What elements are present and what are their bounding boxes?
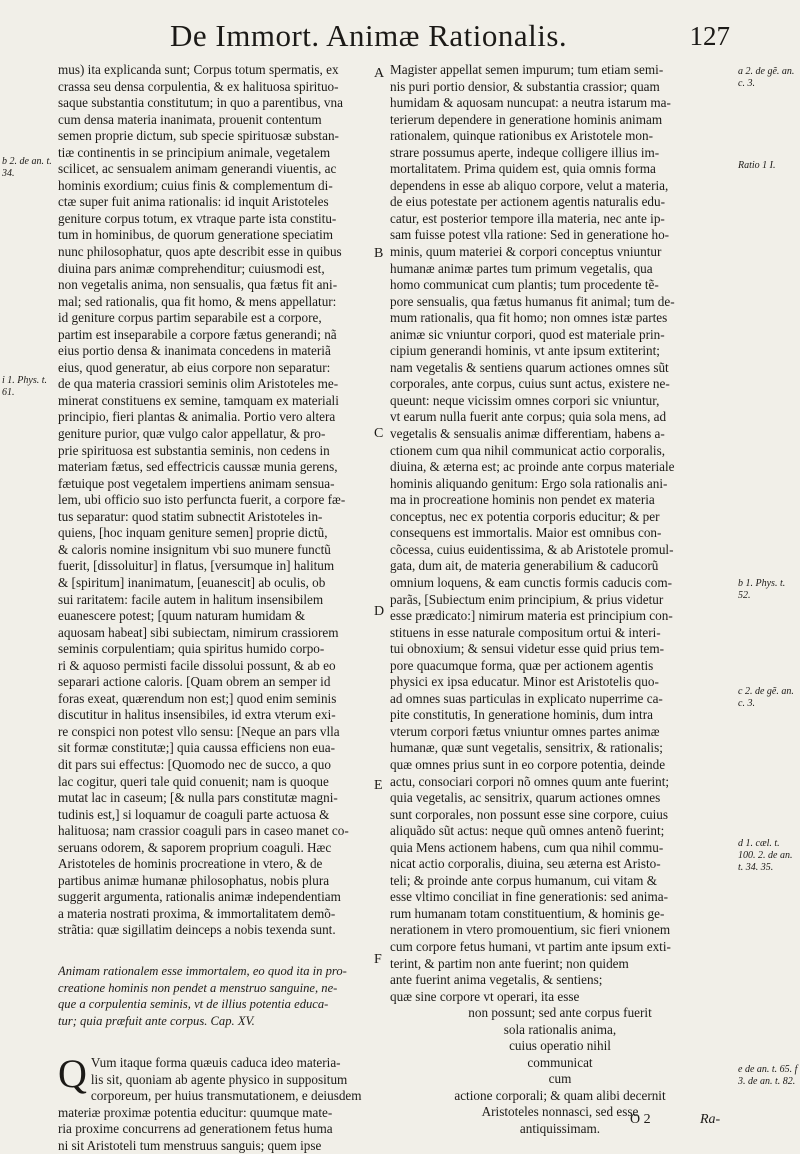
text-line: mortalitatem. Prima quidem est, quia omnis forma xyxy=(390,161,656,177)
section-letter: B xyxy=(374,246,384,261)
text-line: saque substantia constitutum; in quo a parentibus, vna xyxy=(58,95,343,111)
text-line: ante fuerint anima vegetalis, & sentiens; xyxy=(390,972,603,988)
section-letter: D xyxy=(374,604,385,619)
text-line: vegetalis & sensualis animæ differentiam, habens a- xyxy=(390,426,665,442)
text-line: quia Mens actionem habens, cum qua nihil commu- xyxy=(390,839,664,855)
text-line: mal; sed rationalis, qua fit homo, & mens appellatur: xyxy=(58,293,337,309)
margin-note: b 2. de an. t. 34. xyxy=(2,156,52,179)
text-line: cum corpore fetus humani, vt partim ante ipsum exti- xyxy=(390,938,671,954)
text-line: cõcessa, cuius euidentissima, & ab Aristotele promul- xyxy=(390,541,674,557)
text-line: catur, est posterior tempore illa materia, nec ante ip- xyxy=(390,210,665,226)
text-line: halituosa; nam crassior coaguli pars in caseo manet co- xyxy=(58,823,349,839)
text-line: cum xyxy=(548,1071,572,1087)
text-line: stituens in esse naturale compositum ortui & interi- xyxy=(390,624,661,640)
text-line: euanescere potest; [quum naturam humidam & xyxy=(58,608,306,624)
text-line: de qua materia crassiori seminis olim Aristoteles me- xyxy=(58,376,339,392)
text-line: humidam & aquosam nuncupat: a neutra istarum ma- xyxy=(390,95,671,111)
text-line: pite constitutis, In generatione hominis, dum intra xyxy=(390,707,653,723)
running-title: De Immort. Animæ Rationalis. xyxy=(170,18,568,53)
text-line: ctæ super fuit anima rationalis: id inquit Aristoteles xyxy=(58,194,329,210)
text-line: non possunt; sed ante corpus fuerit xyxy=(468,1005,652,1021)
text-line: humanæ, quæ sunt vegetalis, sensitrix, & rationalis; xyxy=(390,740,663,756)
text-line: & caloris nomine insignitum vbi suo munere functũ xyxy=(58,541,331,557)
drop-cap: Q xyxy=(58,1051,87,1097)
text-line: vt earum nulla fuerit ante corpus; quia sola mens, ad xyxy=(390,409,667,425)
text-line: principio, fieri plantas & animalia. Portio vero altera xyxy=(58,409,336,425)
section-letter: E xyxy=(374,778,383,793)
text-line: actu, consociari corpori nõ omnes quum ante fuerint; xyxy=(390,773,670,789)
signature-mark: O 2 xyxy=(630,1112,651,1127)
text-line: quæ sine corpore vt operari, ita esse xyxy=(390,988,580,1004)
text-line: cuius operatio nihil xyxy=(509,1038,611,1054)
text-line: lem, ubi officio suo isto perfuncta fuerit, a corpore fæ- xyxy=(58,492,346,508)
text-line: gata, dum ait, de materia generabilium & caducorũ xyxy=(390,558,659,574)
text-line: rum humanam totam constituentium, & hominis ge- xyxy=(390,905,665,921)
text-line: quæ omnes prius sunt in eo corpore potentia, deinde xyxy=(390,756,666,772)
text-line: quiens, [hoc inquam geniture semen] proprie dictũ, xyxy=(58,525,328,541)
text-line: mum rationalis, qua fit homo; non omnes istæ partes xyxy=(390,310,668,326)
text-line: pore sensualis, qua fætus humanus fit animal; tum de- xyxy=(390,293,675,309)
margin-note: e de an. t. 65. f 3. de an. t. 82. xyxy=(738,1064,798,1087)
text-line: ri & aquoso permisti facile dissolui possunt, & ab eo xyxy=(58,657,336,673)
text-line: terint, & partim non ante fuerint; non quidem xyxy=(390,955,629,971)
text-line: seminis corpulentiam; quia spiritus humido corpo- xyxy=(58,641,325,657)
text-line: nicat actio corporalis, diuina, seu æterna est Aristo- xyxy=(390,856,661,872)
text-line: Aristoteles de hominis procreatione in vtero, & de xyxy=(58,856,323,872)
margin-note: i 1. Phys. t. 61. xyxy=(2,375,47,398)
text-line: discutitur in halitus insensibiles, id extra vterum exi- xyxy=(58,707,336,723)
section-letter: A xyxy=(374,66,385,81)
text-line: dit pars sui effectus: [Quomodo nec de succo, a quo xyxy=(58,756,331,772)
text-line: aliquãdo sũt actus: neque quũ omnes antenõ fuerint; xyxy=(390,823,665,839)
text-line: fætuique post vegetalem impertiens animam sensua- xyxy=(58,475,335,491)
text-line: sam fuisse potest vlla ratione: Sed in generatione ho- xyxy=(390,227,670,243)
margin-note: Ratio 1 I. xyxy=(738,160,776,171)
text-line: scilicet, ac sensualem animam generandi viuentis, ac xyxy=(58,161,337,177)
margin-note: b 1. Phys. t. 52. xyxy=(738,578,786,601)
margin-note: a 2. de gẽ. an. c. 3. xyxy=(738,66,795,89)
text-line: esse prædicato:] nimirum materia est principium con- xyxy=(390,608,673,624)
text-line: sunt corporales, non possunt esse sine corpore, cuius xyxy=(390,806,668,822)
text-line: animæ sic vniuntur corpori, quod est materiale prin- xyxy=(390,326,665,342)
text-line: fuerit, [dissoluitur] in flatus, [versumque in] halitum xyxy=(58,558,335,574)
text-line: sola rationalis anima, xyxy=(503,1021,617,1037)
text-line: corporeum, per huius transmutationem, e deiusdem xyxy=(90,1088,362,1104)
text-line: tum in hominibus, de quorum generatione speciatim xyxy=(58,227,334,243)
text-line: non vegetalis anima, non sensualis, qua fætus fit ani- xyxy=(58,277,338,293)
text-line: quia vegetalis, ac sensitrix, quarum actiones omnes xyxy=(390,790,661,806)
text-line: sit formæ constitutæ;] quia caussa efficiens non eua- xyxy=(58,740,335,756)
text-line: nis puri portio densior, & substantia crassior; quam xyxy=(390,78,660,94)
text-line: humanæ animæ partes tum primum vegetalis, qua xyxy=(390,260,653,276)
summary-line: que a corpulentia seminis, vt de illius potentia educa- xyxy=(58,997,329,1012)
text-line: foras exeat, quærendum non est;] quod enim seminis xyxy=(58,690,337,706)
summary-line: Animam rationalem esse immortalem, eo quod ita in pro- xyxy=(58,963,347,978)
text-line: suggerit argumenta, rationalis animæ independentiam xyxy=(58,889,341,905)
chapter-summary xyxy=(58,963,376,1029)
text-line: mus) ita explicanda sunt; Corpus totum spermatis, ex xyxy=(58,62,339,77)
text-line: minerat constituens ex semine, tamquam ex materiali xyxy=(58,392,339,408)
text-line: ma in procreatione hominis non pendet ex materia xyxy=(390,492,655,508)
text-line: materiæ proximæ potentia educitur: quumque mate- xyxy=(58,1104,333,1120)
section-letters xyxy=(374,0,390,1143)
text-line: conceptus, nec ex potentia corporis educitur; & per xyxy=(390,508,660,524)
text-line: eius, quod generatur, ab eius corpore non separatur: xyxy=(58,359,331,375)
text-line: mutat lac in caseum; [& nulla pars constitutæ magni- xyxy=(58,790,338,806)
text-line: parãs, [Subiectum enim principium, & prius videtur xyxy=(390,591,664,607)
text-line: lac cogitur, queri tale quid conuenit; nam is quoque xyxy=(58,773,329,789)
text-line: pore quacumque forma, quæ per actionem agentis xyxy=(390,657,654,673)
text-line: physici ex ipsa educatur. Minor est Aristotelis quo- xyxy=(390,674,659,690)
chapter-opening xyxy=(58,1051,376,1154)
text-line: omnium loquens, & eam cunctis formis caducis com- xyxy=(390,574,673,590)
text-line: Magister appellat semen impurum; tum etiam semi- xyxy=(390,62,664,77)
text-line: Aristoteles nonnasci, sed esse xyxy=(481,1104,639,1120)
text-line: terierum dependere in generatione hominis animam xyxy=(390,111,663,127)
text-line: nam vegetalis & sentiens quarum actiones omnes sũt xyxy=(390,359,669,375)
text-line: crassa seu densa corpulentia, & ex halituosa spirituo- xyxy=(58,78,339,94)
text-line: tui obnoxium; & sensui videtur esse quid prius tem- xyxy=(390,641,664,657)
text-line: partibus animæ humanæ philosophatus, nobis plura xyxy=(58,872,330,888)
text-line: queunt: neque vicissim omnes corpori sic vniuntur, xyxy=(390,392,660,408)
text-line: ad omnes suas particulas in explicato nuperrime ca- xyxy=(390,690,663,706)
text-line: diuina pars animæ comprehenditur; cuiusmodi est, xyxy=(58,260,325,276)
running-header xyxy=(170,16,730,56)
text-line: tudinis est,] si loquamur de coaguli parte actuosa & xyxy=(58,806,330,822)
text-line: a materia nostrati proxima, & immortalitatem demõ- xyxy=(58,905,336,921)
text-line: ni sit Aristoteli tum menstruus sanguis; quem ipse xyxy=(58,1137,322,1153)
text-line: & [spiritum] inanimatum, [euanescit] ab oculis, ob xyxy=(58,574,326,590)
text-line: strare possumus aperte, indeque colligere illius im- xyxy=(390,144,660,160)
text-line: tiæ continentis in se principium animale, vegetalem xyxy=(58,144,331,160)
section-letter: C xyxy=(374,426,384,441)
margin-note: d 1. cæl. t. 100. 2. de an. t. 34. 35. xyxy=(738,838,793,873)
text-line: separari actione caloris. [Quam obrem an semper id xyxy=(58,674,331,690)
text-line: prie spirituosa est substantia seminis, non cedens in xyxy=(58,442,330,458)
text-line: nerationem in vtero promouentium, sic fieri vnionem xyxy=(390,922,671,938)
text-line: aquosam habeat] sibi subiectam, nimirum crassiorem xyxy=(58,624,339,640)
right-body-text xyxy=(390,62,730,1005)
text-line: de eius potestate per actionem agentis naturalis edu- xyxy=(390,194,666,210)
text-line: corporales, ante corpus, cuius sunt actus, existere ne- xyxy=(390,376,670,392)
text-line: consequens est immortalis. Maior est omnibus con- xyxy=(390,525,662,541)
page-number: 127 xyxy=(689,21,730,51)
right-tail-text xyxy=(390,1005,730,1137)
text-line: strãtia: quæ sigillatim deinceps a nobis texenda sunt. xyxy=(58,922,336,938)
text-line: lis sit, quoniam ab agente physico in suppositum xyxy=(90,1071,348,1087)
text-line: antiquissimam. xyxy=(519,1121,601,1136)
text-line: seruans odorem, & saporem proprium coaguli. Hæc xyxy=(58,839,332,855)
section-letter: F xyxy=(374,952,382,967)
text-line: nunc philosophatur, quos apte describit esse in quibus xyxy=(58,244,342,260)
text-line: tus separatur: quod statim subnectit Aristoteles in- xyxy=(58,508,323,524)
text-line: minis, quum materiei & corpori conceptus vniuntur xyxy=(390,244,662,260)
catchword: Ra- xyxy=(700,1112,721,1127)
text-line: eius portio densa & inanimata concedens in materiã xyxy=(58,343,331,359)
text-line: geniture purior, quæ vulgo calor appellatur, & pro- xyxy=(58,426,326,442)
text-line: cum densa materia inanimata, prouenit contentum xyxy=(58,111,322,127)
left-column xyxy=(58,62,376,1154)
text-line: teli; & proinde ante corpus humanum, cui vitam & xyxy=(390,872,657,888)
text-line: geniture corpus totum, ex vtraque parte ista constitu- xyxy=(58,210,337,226)
text-line: materiam fætus, sed effectricis caussæ munia gerens, xyxy=(58,459,338,475)
text-line: hominis exordium; cuius finis & complementum di- xyxy=(58,177,333,193)
left-body-text xyxy=(58,62,376,939)
text-line: partim est inseparabile a corpore fætus generandi; nã xyxy=(58,326,337,342)
text-line: homo communicat cum plantis; tum procedente tẽ- xyxy=(390,277,659,293)
text-line: vterum corpori fætus vniuntur omnes partes animæ xyxy=(390,723,660,739)
text-line: diuina, & æterna est; ac proinde ante corpus materiale xyxy=(390,459,675,475)
text-line: ria proxime concurrens ad generationem fetus huma xyxy=(58,1121,333,1137)
text-line: hominis aliquando genitum: Ergo sola rationalis ani- xyxy=(390,475,668,491)
right-column xyxy=(390,62,730,1138)
text-line: rationalem, quinque rationibus ex Aristotele mon- xyxy=(390,128,653,144)
text-line: cipium generandi hominis, vt ante ipsum extiterint; xyxy=(390,343,660,359)
text-line: communicat xyxy=(527,1054,593,1070)
text-line: id geniture corpus partim separabile est a corpore, xyxy=(58,310,322,326)
text-line: semen proprie dictum, sub specie spirituosæ substan- xyxy=(58,128,339,144)
summary-line: creatione hominis non pendet a menstruo sanguine, ne- xyxy=(58,980,338,995)
text-line: actione corporali; & quam alibi decernit xyxy=(454,1087,666,1103)
text-line: dependens in esse ab aliquo corpore, velut a materia, xyxy=(390,177,669,193)
text-line: ctionem cum qua nihil communicat actio corporalis, xyxy=(390,442,666,458)
text-line: Vum itaque forma quæuis caduca ideo materia- xyxy=(90,1055,341,1071)
margin-note: c 2. de gẽ. an. c. 3. xyxy=(738,686,794,709)
summary-line: tur; quia præfuit ante corpus. Cap. XV. xyxy=(58,1013,255,1028)
text-line: sui raritatem: facile autem in halitum insensibilem xyxy=(58,591,324,607)
text-line: esse vltimo conciliat in fine generationis: sed anima- xyxy=(390,889,668,905)
text-line: re conspici non potest vllo sensu: [Neque an pars vlla xyxy=(58,723,340,739)
